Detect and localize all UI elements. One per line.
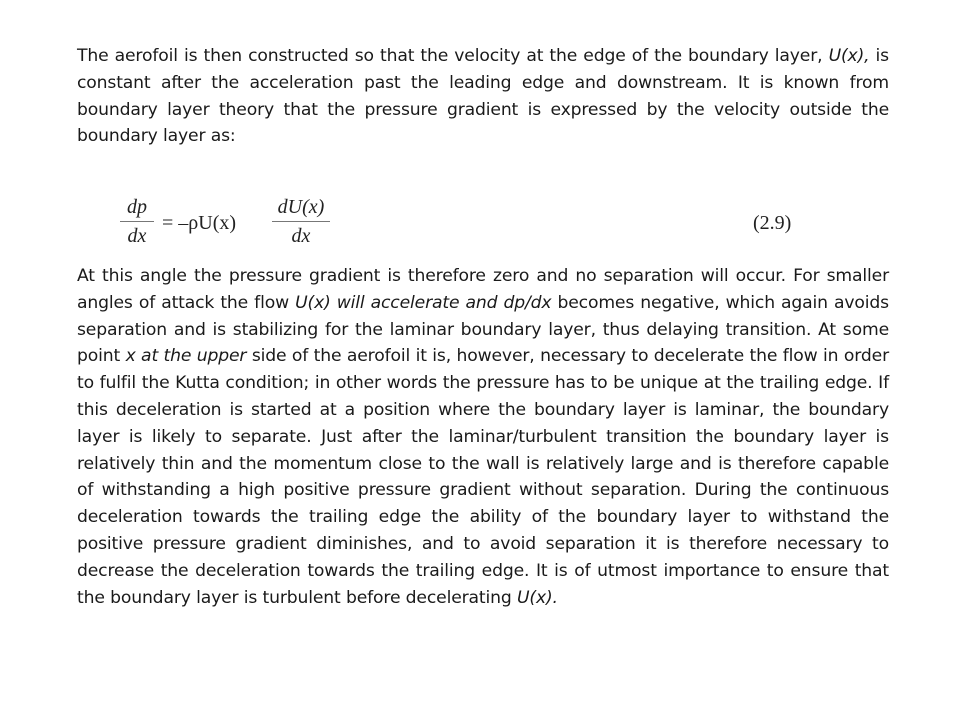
text-run: The aerofoil is then constructed so that the velocity at the edge of the boundary layer, (77, 46, 829, 66)
italic-term: U(x) will accelerate and dp/dx (295, 292, 552, 313)
fraction-denominator: dx (127, 225, 147, 247)
text-run: is constant after the acceleration past the leading edge and downstream. It is known from boundary layer theory that the pressure gradient is expressed by the velocity outside the boundary layer as: (77, 46, 889, 147)
italic-term: U(x), (828, 46, 870, 66)
equation-number: (2.9) (753, 212, 792, 234)
text-run: becomes negative, which again avoids separation and is stabilizing for the laminar boundary layer, thus delaying transition. At some point (77, 292, 889, 367)
equation-middle-term: = –ρU(x) (162, 212, 237, 234)
paragraph-intro (77, 43, 889, 150)
fraction-numerator: dp (127, 196, 147, 218)
fraction-bar (120, 221, 154, 222)
fraction-denominator: dx (291, 225, 311, 247)
equation-2-9 (120, 192, 810, 256)
fraction-du-dx (272, 196, 330, 247)
italic-term: x at the upper (125, 346, 247, 367)
text-run: At this angle the pressure gradient is therefore zero and no separation will occur. For smaller angles of attack the flow (77, 266, 889, 313)
fraction-dp-dx (120, 196, 154, 247)
text-run: side of the aerofoil it is, however, necessary to decelerate the flow in order to fulfil the Kutta condition; in other words the pressure has to be unique at the trailing edge. If this deceleration is started at a position where the boundary layer is laminar, the boundary layer is likely to separate. Just after the laminar/turbulent transition the boundary layer is relatively thin and the momentum close to the wall is relatively large and is therefore capable of withstanding a high positive pressure gradient without separation. During the continuous deceleration towards the trailing edge the ability of the boundary layer to withstand the positive pressure gradient diminishes, and to avoid separation it is therefore necessary to decrease the deceleration towards the trailing edge. It is of utmost importance to ensure that the boundary layer is turbulent before decelerating (77, 346, 889, 608)
fraction-numerator: dU(x) (277, 196, 325, 218)
fraction-bar (272, 221, 330, 222)
italic-term: U(x). (516, 587, 558, 608)
paragraph-body (77, 263, 889, 611)
